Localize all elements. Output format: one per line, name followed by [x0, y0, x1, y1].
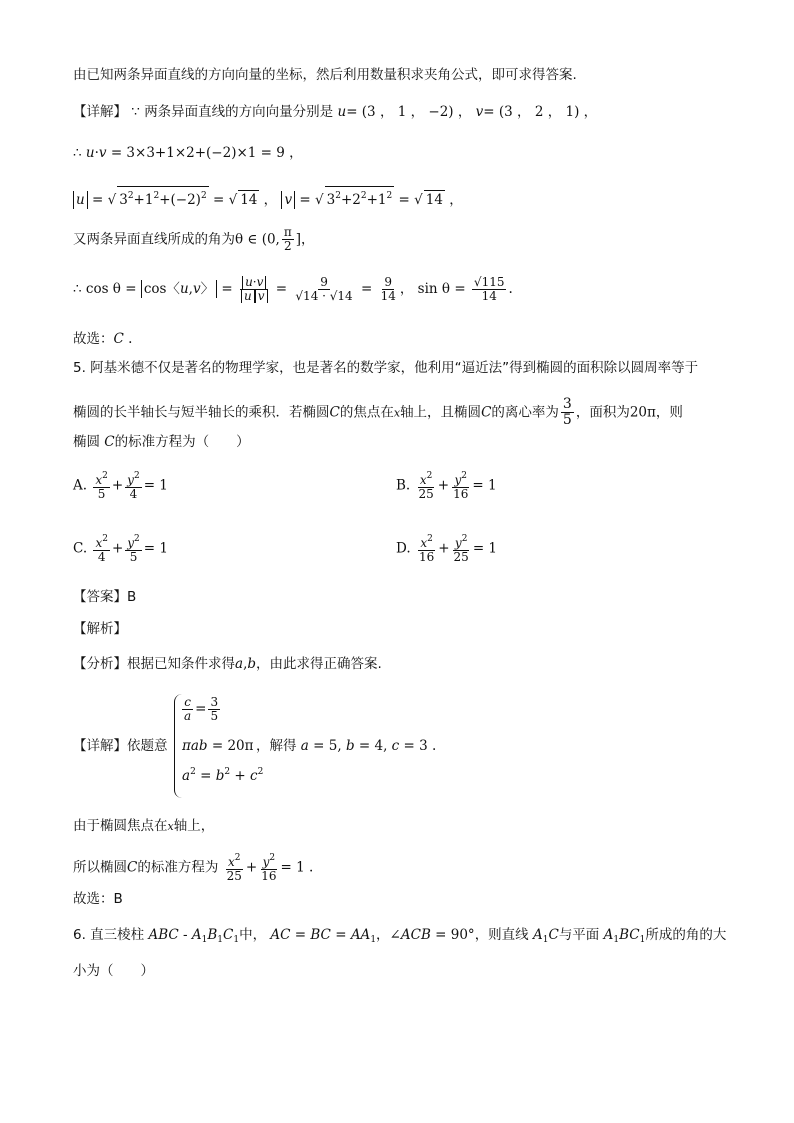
q6-l1d: 与平面: [558, 927, 600, 943]
cosine-line: ∴ cos θ = cos〈u,v〉 = $\frac{u\cdot v}{\text{u v}}$ = $\frac{9}{√14 \cdot √14}$ = $\frac{9}{14}$ ， sin θ = $\frac{√115}{14}$ .: [73, 275, 513, 303]
option-b-label: B.: [396, 477, 411, 494]
q6-line1: 6. 直三棱柱 ABC - $A_1B_1C_1$中， AC = BC = $AA_1$，∠ACB = 90°，则直线 $A_1C$与平面 $A_1BC_1$所成的角的大: [73, 927, 727, 945]
eq-pyth: $a^2 = b^2 + c^2$: [182, 767, 264, 784]
q6-line2: 小为（ ）: [73, 963, 154, 979]
q5-line3: 椭圆 C的标准方程为（ ）: [73, 434, 250, 450]
answer-value: B: [127, 589, 137, 605]
option-b[interactable]: B. $\frac{x^2}{25}$ + $\frac{y^2}{16}$ = 1: [396, 471, 497, 501]
option-d[interactable]: D. $\frac{x^2}{16}$ + $\frac{y^2}{25}$ = 1: [396, 534, 498, 564]
option-d-label: D.: [396, 540, 411, 557]
eq-area: πab = 20π: [182, 738, 254, 754]
focus-text: 由于椭圆焦点在: [73, 818, 168, 834]
choose-answer-c: C: [113, 331, 124, 347]
choose-label: 故选：: [73, 331, 114, 347]
dot-product-line: ∴ u·v = 3×3+1×2+(−2)×1 = 9 ，: [73, 145, 303, 161]
fenxi-text: 根据已知条件求得: [127, 656, 235, 672]
q5-l2b: 的焦点在: [339, 404, 394, 421]
xiangjie-tag: 【详解】: [73, 738, 127, 754]
q5-line1: 5. 阿基米德不仅是著名的物理学家，也是著名的数学家，他利用“逼近法”得到椭圆的面积除以圆周率等于: [73, 360, 699, 376]
std-text2: 的标准方程为: [137, 859, 219, 876]
choose-c-line: 故选：C .: [73, 331, 133, 347]
q6-l1b: 中，: [239, 927, 267, 943]
detail-text: 两条异面直线的方向向量分别是: [144, 104, 334, 120]
dot-product-value: = 3×3+1×2+(−2)×1 = 9 ，: [110, 145, 303, 161]
magnitude-line: u = √ $3^2+1^2+(-2)^2$ = √ 14 ， v = √ $3^2+2^2+1^2$ = √ 14 ，: [73, 186, 463, 209]
option-a[interactable]: A. $\frac{x^2}{5}$ + $\frac{y^2}{4}$ = 1: [73, 471, 168, 501]
std-text: 所以椭圆: [73, 859, 127, 876]
fenxi-line: 【分析】根据已知条件求得a,b，由此求得正确答案.: [73, 656, 382, 672]
focus-line: 由于椭圆焦点在x轴上，: [73, 818, 215, 834]
option-a-label: A.: [73, 477, 88, 494]
xiangjie-text: 依题意: [127, 738, 168, 754]
option-c[interactable]: C. $\frac{x^2}{4}$ + $\frac{y^2}{5}$ = 1: [73, 534, 168, 564]
focus-text2: 轴上，: [173, 818, 215, 834]
answer-tag: 【答案】: [73, 589, 127, 605]
vector-u-value: = (3 ， 1 ， −2) ，: [346, 104, 472, 120]
q6-l1e: 所成的角的大: [645, 927, 727, 943]
q5-line2: 椭圆的长半轴长与短半轴长的乘积．若椭圆C的焦点在x轴上，且椭圆C的离心率为 $\frac{3}{5}$ ，面积为20π，则: [73, 396, 683, 428]
angle-range-line: 又两条异面直线所成的角为θ ∈ (0, $\frac{\pi}{2}$ ]，: [73, 225, 315, 253]
q5-l2e: ，面积为: [575, 404, 630, 421]
detail-tag: 【详解】: [73, 104, 127, 120]
choose-b-line: 故选：B: [73, 891, 123, 907]
option-c-label: C.: [73, 540, 88, 557]
vector-v-value: = (3 ， 2 ， 1) ，: [483, 104, 598, 120]
fenxi-text2: ，由此求得正确答案.: [256, 656, 382, 672]
answer-line: [73, 588, 136, 606]
q6-l1c: ，则直线: [474, 927, 529, 943]
eq-ratio: $\frac{c}{a}$ = $\frac{3}{5}$: [184, 695, 219, 723]
solve-text: ，解得: [256, 738, 297, 754]
detail-vectors-line: 【详解】 ∵ 两条异面直线的方向向量分别是 u= (3 ， 1 ， −2) ， v= (3 ， 2 ， 1) ，: [73, 104, 598, 120]
q5-l2a: 椭圆的长半轴长与短半轴长的乘积．若椭圆: [73, 404, 330, 421]
solution-intro: 由已知两条异面直线的方向向量的坐标，然后利用数量积求夹角公式，即可求得答案.: [73, 67, 577, 83]
q6-l1a: 6. 直三棱柱: [73, 927, 145, 943]
q5-l2d: 的离心率为: [491, 404, 559, 421]
angle-range-text: 又两条异面直线所成的角为: [73, 231, 235, 248]
q5-l2f: ，则: [655, 404, 683, 421]
std-line: 所以椭圆C的标准方程为 $\frac{x^2}{25}$ + $\frac{y^2}{16}$ = 1 .: [73, 853, 314, 883]
analysis-tag: 【解析】: [73, 621, 127, 637]
q5-l3: 的标准方程为（ ）: [114, 434, 250, 450]
xiangjie-line: [73, 737, 168, 755]
fenxi-tag: 【分析】: [73, 656, 127, 672]
solve-line: ，解得 a = 5, b = 4, c = 3 .: [256, 738, 437, 754]
q5-l2c: 轴上，且椭圆: [400, 404, 482, 421]
